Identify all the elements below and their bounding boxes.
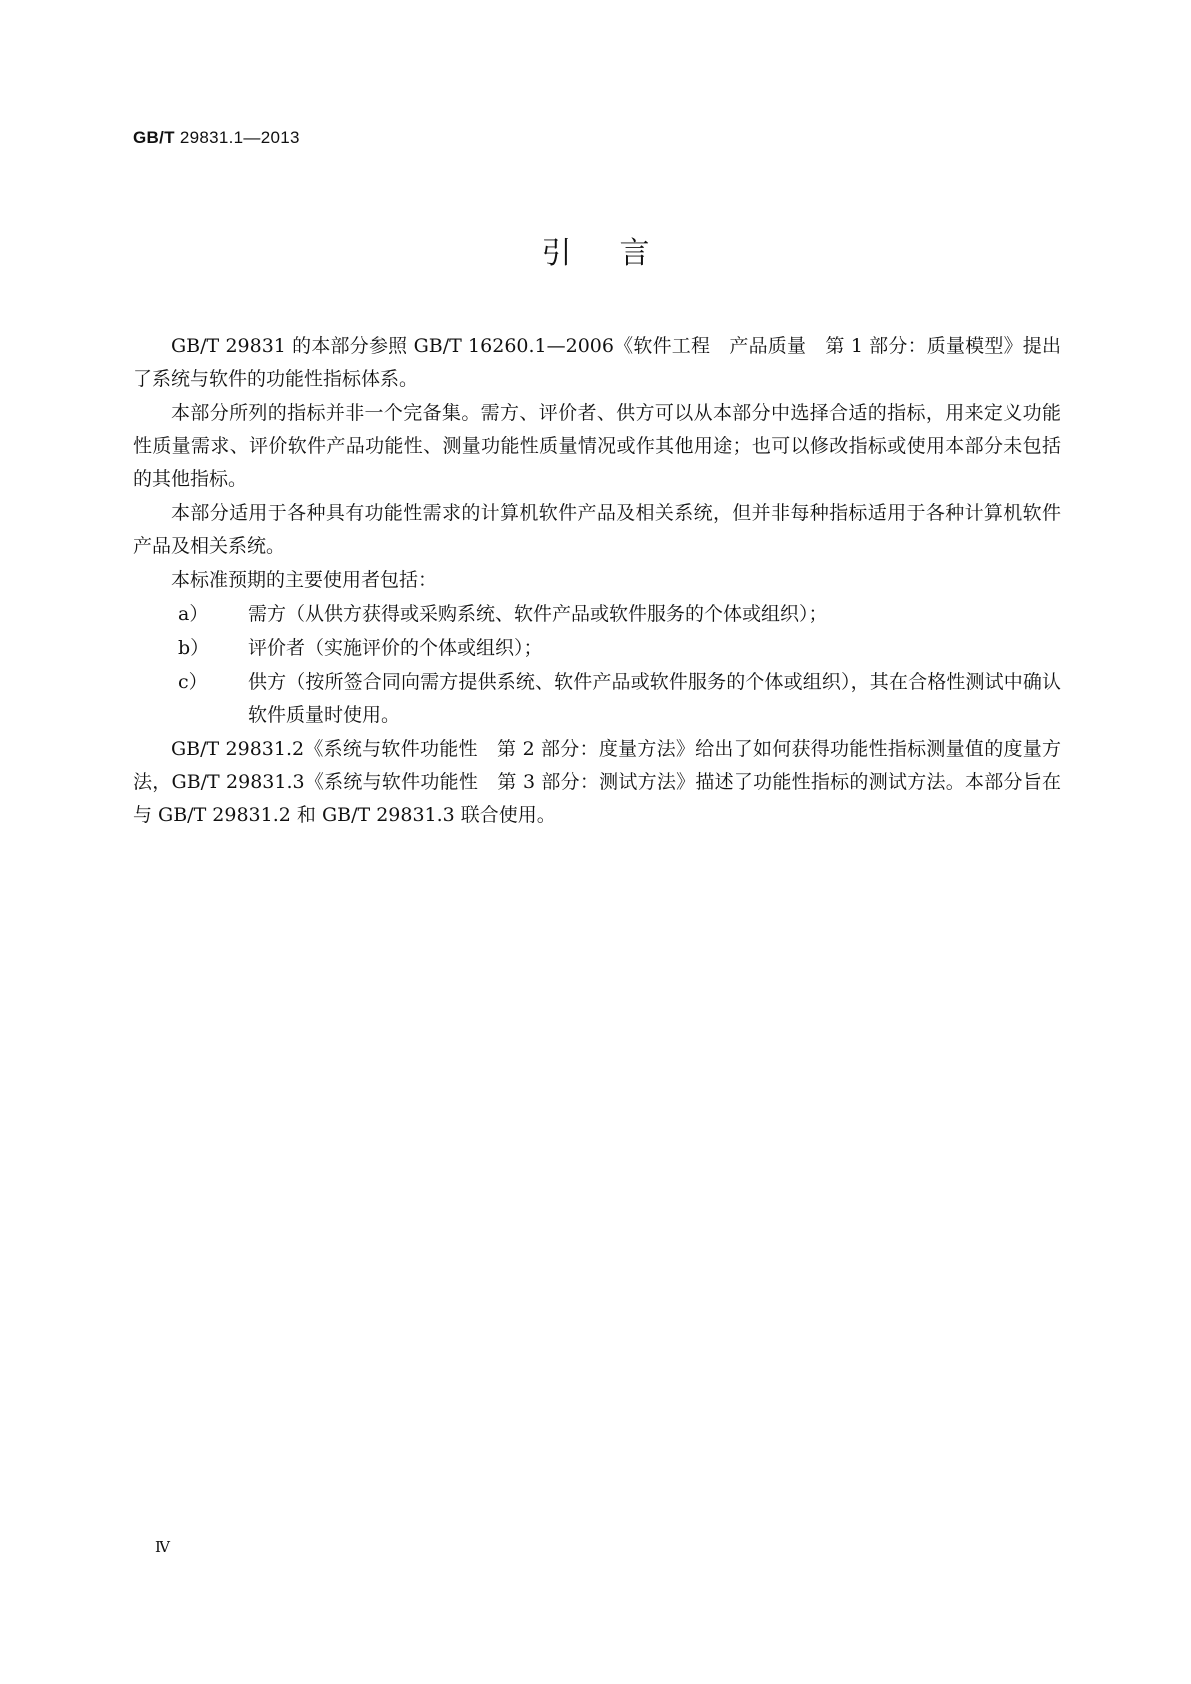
- list-item-label: a）: [178, 603, 209, 625]
- paragraph: 本部分所列的指标并非一个完备集。需方、评价者、供方可以从本部分中选择合适的指标，用来定义功能性质量需求、评价软件产品功能性、测量功能性质量情况或作其他用途；也可以修改指标或使用本部分未包括的其他指标。: [133, 402, 1061, 490]
- section-title: 引言: [541, 236, 698, 271]
- list-item-text: 评价者（实施评价的个体或组织）；: [248, 637, 543, 659]
- standard-prefix: GB/T: [133, 128, 175, 147]
- paragraph: 本标准预期的主要使用者包括：: [171, 569, 438, 591]
- list-item-label: c）: [178, 671, 208, 693]
- list-item-text: 需方（从供方获得或采购系统、软件产品或软件服务的个体或组织）；: [248, 603, 828, 625]
- page-number: Ⅳ: [155, 1538, 170, 1556]
- paragraph: 本部分适用于各种具有功能性需求的计算机软件产品及相关系统，但并非每种指标适用于各种计算机软件产品及相关系统。: [133, 502, 1061, 557]
- list-item: [133, 666, 1061, 732]
- standard-number: 29831.1—2013: [179, 128, 300, 147]
- paragraph: GB/T 29831 的本部分参照 GB/T 16260.1—2006《软件工程 产品质量 第 1 部分：质量模型》提出了系统与软件的功能性指标体系。: [133, 335, 1061, 390]
- list-item-text: 供方（按所签合同向需方提供系统、软件产品或软件服务的个体或组织），其在合格性测试中确认软件质量时使用。: [248, 671, 1061, 726]
- list-item-label: b）: [178, 637, 210, 659]
- standard-code-header: [133, 128, 300, 148]
- list-item: [133, 632, 1061, 665]
- closing-paragraph: GB/T 29831.2《系统与软件功能性 第 2 部分：度量方法》给出了如何获得功能性指标测量值的度量方法，GB/T 29831.3《系统与软件功能性 第 3 部分：测试方法》描述了功能性指标的测试方法。本部分旨在与 GB/T 29831.2 和 GB/T 29831.3 联合使用。: [133, 738, 1061, 826]
- list-item: [133, 598, 1061, 631]
- introduction-body: [133, 330, 1061, 833]
